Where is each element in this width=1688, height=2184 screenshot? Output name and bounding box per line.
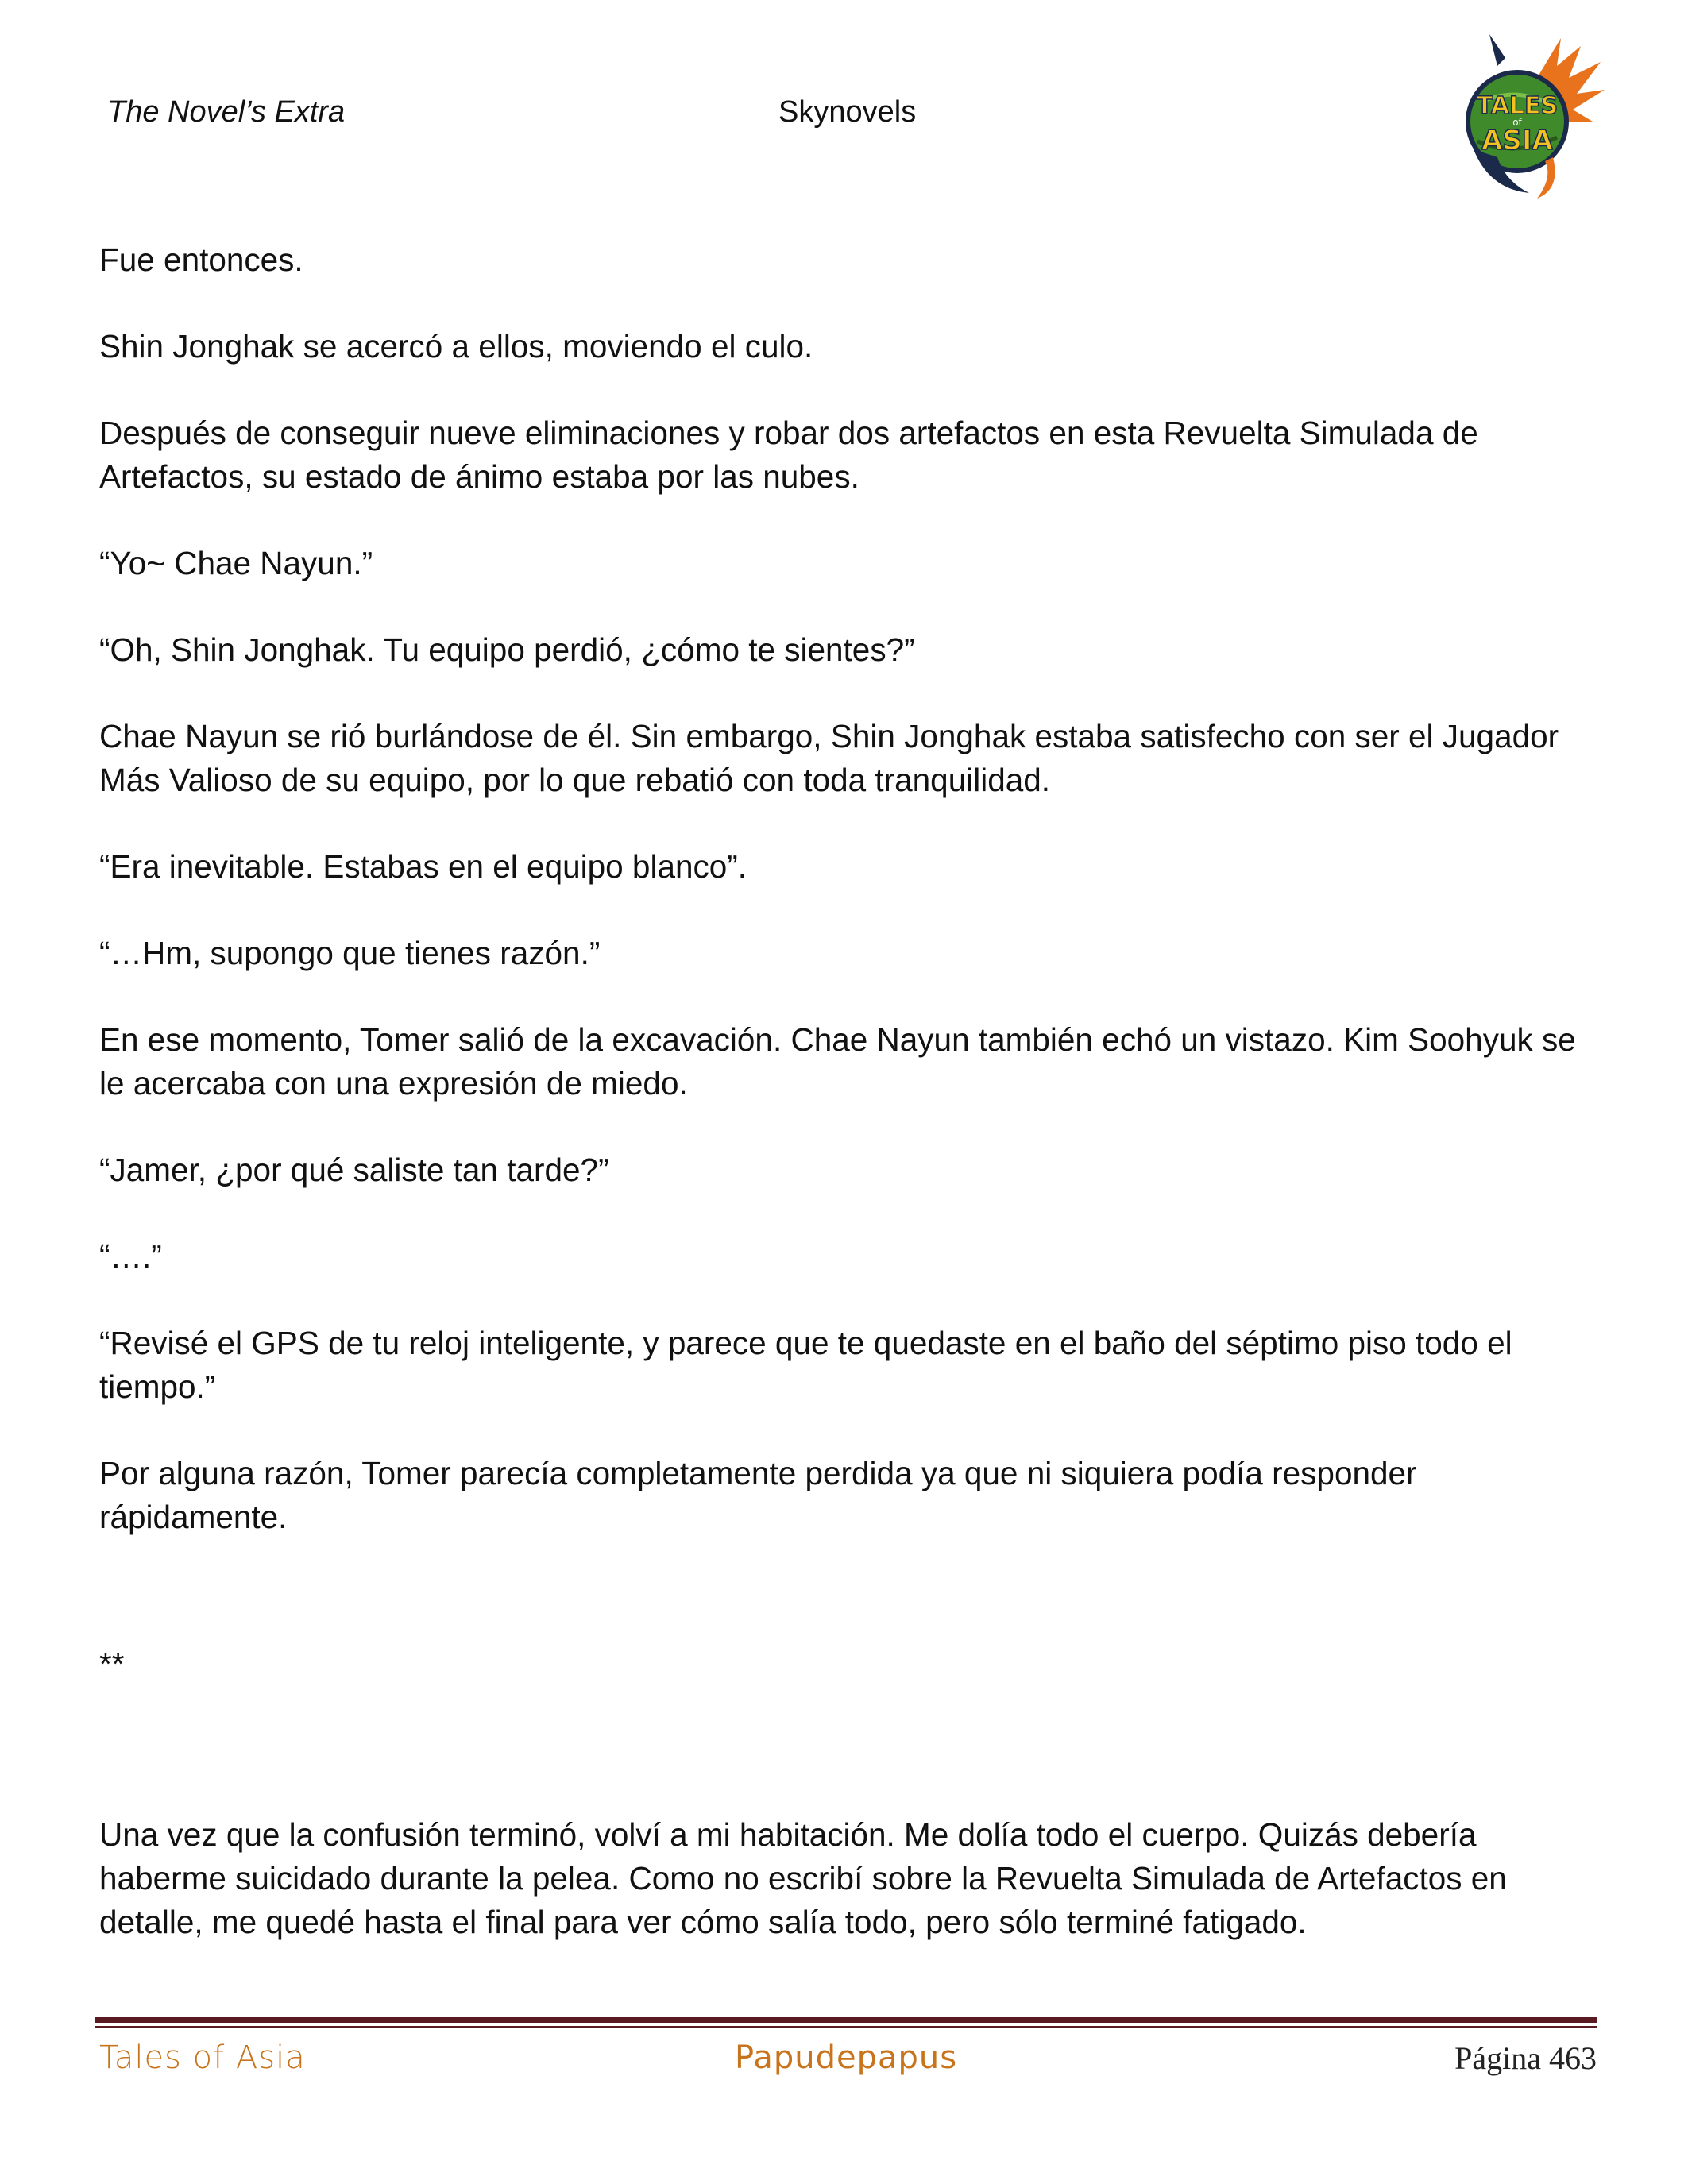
paragraph: Shin Jonghak se acercó a ellos, moviendo el culo.	[99, 328, 813, 365]
paragraph: “Yo~ Chae Nayun.”	[99, 545, 373, 581]
logo-text-of: of	[1512, 117, 1522, 128]
paragraph: “Era inevitable. Estabas en el equipo blanco”.	[99, 848, 747, 885]
paragraph: Chae Nayun se rió burlándose de él. Sin embargo, Shin Jonghak estaba satisfecho con ser el Jugador Más Valioso de su equipo, por lo que rebatió con toda tranquilidad.	[99, 718, 1559, 798]
page-number: Página 463	[1454, 2040, 1597, 2076]
footer-translator: Papudepapus	[735, 2039, 958, 2076]
page-footer	[0, 2039, 1688, 2095]
tales-of-asia-logo	[1442, 30, 1613, 201]
page-header	[0, 0, 1688, 206]
paragraph: “…Hm, supongo que tienes razón.”	[99, 935, 601, 971]
paragraph: Fue entonces.	[99, 241, 303, 278]
paragraph: “Jamer, ¿por qué saliste tan tarde?”	[99, 1152, 609, 1188]
paragraph: Después de conseguir nueve eliminaciones y robar dos artefactos en esta Revuelta Simulada de Artefactos, su estado de ánimo estaba por las nubes.	[99, 415, 1478, 495]
paragraph: “Revisé el GPS de tu reloj inteligente, y parece que te quedaste en el baño del séptimo piso todo el tiempo.”	[99, 1325, 1512, 1405]
scene-separator: **	[99, 1646, 125, 1682]
paragraph: Una vez que la confusión terminó, volví a mi habitación. Me dolía todo el cuerpo. Quizás debería haberme suicidado durante la pelea. Como no escribí sobre la Revuelta Simulada de Artefactos en detalle, me quedé hasta el final para ver cómo salía todo, pero sólo terminé fatigado.	[99, 1816, 1507, 1940]
header-site-name: Skynovels	[778, 95, 917, 129]
chapter-text	[99, 238, 1589, 1987]
footer-publisher: Tales of Asia	[99, 2039, 306, 2076]
paragraph: “….”	[99, 1238, 162, 1275]
header-book-title: The Novel’s Extra	[107, 95, 346, 129]
logo-text-top: TALES	[1476, 92, 1559, 120]
logo-text-bottom: ASIA	[1481, 125, 1553, 156]
footer-rule-thick	[95, 2017, 1597, 2023]
paragraph: “Oh, Shin Jonghak. Tu equipo perdió, ¿cómo te sientes?”	[99, 631, 915, 668]
paragraph: Por alguna razón, Tomer parecía completamente perdida ya que ni siquiera podía responder rápidamente.	[99, 1455, 1417, 1535]
paragraph: En ese momento, Tomer salió de la excavación. Chae Nayun también echó un vistazo. Kim Soohyuk se le acercaba con una expresión de miedo.	[99, 1021, 1576, 1102]
footer-rule-thin	[95, 2026, 1597, 2028]
